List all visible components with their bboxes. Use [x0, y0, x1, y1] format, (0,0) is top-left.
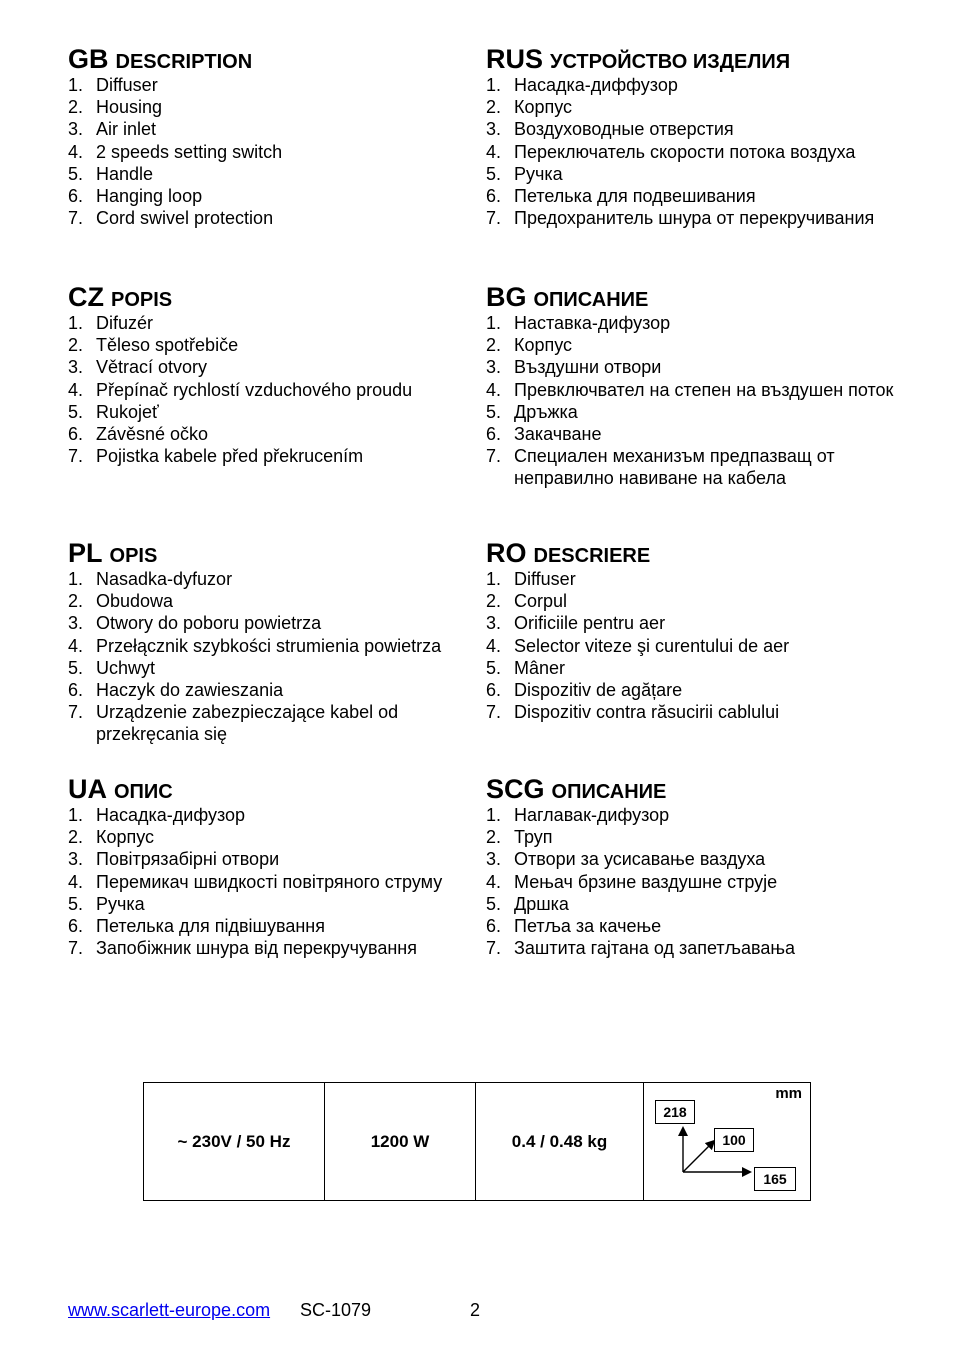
list-item: 1. Наглавак-дифузор	[486, 805, 670, 825]
section-pl	[68, 538, 473, 746]
list-item: 7. Cord swivel protection	[68, 208, 274, 229]
section-ro	[486, 538, 916, 723]
list-item: 3. Отвори за усисавање ваздуха	[486, 849, 766, 870]
section-title: RUS УСТРОЙСТВО ИЗДЕЛИЯ	[486, 44, 791, 74]
section-rus	[486, 44, 916, 229]
list-item: 2. Корпус	[486, 97, 573, 118]
list-item: 3. Air inlet	[68, 119, 157, 140]
list-item: 1. Diffuser	[486, 569, 576, 589]
width-label: 165	[754, 1167, 796, 1191]
list-item: 1. Difuzér	[68, 313, 154, 333]
list-item: 2. Těleso spotřebiče	[68, 335, 239, 356]
section-cz	[68, 282, 473, 467]
list-item: 6. Петља за качење	[486, 916, 662, 937]
dimensions-cell	[644, 1083, 811, 1201]
list-item: 3. Orificiile pentru aer	[486, 613, 666, 634]
section-scg	[486, 774, 916, 959]
section-title: PL OPIS	[68, 538, 158, 568]
section-bg	[486, 282, 916, 490]
list-item: 3. Otwory do poboru powietrza	[68, 613, 322, 634]
list-item: 5. Дръжка	[486, 401, 578, 422]
list-item: 2. Корпус	[486, 335, 573, 356]
list-item: 4. Перемикач швидкості повітряного струму	[68, 871, 443, 892]
list-item: 4. Превключвател на степен на въздушен поток	[486, 379, 894, 400]
parts-list	[68, 568, 473, 746]
page-footer	[68, 1299, 481, 1321]
list-item: 1. Diffuser	[68, 75, 158, 95]
parts-list	[486, 74, 916, 229]
section-title: RO DESCRIERE	[486, 538, 651, 568]
list-item: 2. Housing	[68, 97, 163, 118]
list-item: 3. Větrací otvory	[68, 357, 208, 378]
section-gb	[68, 44, 473, 229]
section-ua	[68, 774, 473, 959]
list-item: 4. Selector viteze şi curentului de aer	[486, 635, 790, 656]
section-title: CZ POPIS	[68, 282, 173, 312]
list-item: 7. Dispozitiv contra răsucirii cablului	[486, 702, 780, 723]
list-item: 7. Специален механизъм предпазващ от неправилно навиване на кабела	[486, 446, 835, 489]
list-item: 1. Наставка-дифузор	[486, 313, 671, 333]
section-title: UA ОПИС	[68, 774, 173, 804]
power-cell: 1200 W	[325, 1083, 476, 1201]
section-title: BG ОПИСАНИЕ	[486, 282, 649, 312]
depth-label: 100	[714, 1128, 754, 1152]
parts-list	[68, 74, 473, 229]
list-item: 3. Повітрязабірні отвори	[68, 849, 280, 870]
list-item: 6. Hanging loop	[68, 186, 203, 207]
list-item: 4. Мењач брзине ваздушне струје	[486, 871, 778, 892]
height-label: 218	[655, 1100, 695, 1124]
list-item: 2. Труп	[486, 827, 553, 848]
list-item: 5. Ручка	[486, 163, 563, 184]
list-item: 4. Přepínač rychlostí vzduchového proudu	[68, 379, 413, 400]
list-item: 6. Závěsné očko	[68, 424, 209, 445]
parts-list	[68, 312, 473, 467]
voltage-cell: ~ 230V / 50 Hz	[144, 1083, 325, 1201]
table-row	[144, 1083, 811, 1201]
list-item: 7. Заштита гајтана од запетљавања	[486, 938, 795, 959]
list-item: 7. Запобіжник шнура від перекручування	[68, 938, 417, 959]
list-item: 5. Mâner	[486, 657, 566, 678]
weight-cell: 0.4 / 0.48 kg	[476, 1083, 644, 1201]
section-title: SCG ОПИСАНИЕ	[486, 774, 667, 804]
section-title: GB DESCRIPTION	[68, 44, 253, 74]
specs-table	[143, 1082, 811, 1201]
list-item: 1. Насадка-дифузор	[68, 805, 246, 825]
list-item: 6. Петелька для подвешивания	[486, 186, 756, 207]
list-item: 2. Корпус	[68, 827, 155, 848]
list-item: 5. Дршка	[486, 893, 569, 914]
parts-list	[486, 804, 916, 959]
list-item: 5. Rukojeť	[68, 401, 159, 422]
list-item: 5. Uchwyt	[68, 657, 156, 678]
list-item: 2. Obudowa	[68, 591, 174, 612]
list-item: 6. Закачване	[486, 424, 602, 445]
list-item: 2. Corpul	[486, 591, 568, 612]
parts-list	[68, 804, 473, 959]
list-item: 7. Предохранитель шнура от перекручивания	[486, 208, 875, 229]
website-link[interactable]: www.scarlett-europe.com	[68, 1300, 271, 1320]
page-number: 2	[470, 1300, 481, 1320]
list-item: 6. Haczyk do zawieszania	[68, 680, 284, 701]
list-item: 1. Nasadka-dyfuzor	[68, 569, 233, 589]
list-item: 1. Насадка-диффузор	[486, 75, 678, 95]
model-number: SC-1079	[300, 1300, 372, 1320]
parts-list	[486, 568, 916, 723]
list-item: 4. Przełącznik szybkości strumienia powietrza	[68, 635, 442, 656]
list-item: 6. Петелька для підвішування	[68, 916, 325, 937]
list-item: 7. Pojistka kabele před překrucením	[68, 446, 364, 467]
dimension-unit: mm	[775, 1085, 802, 1102]
parts-list	[486, 312, 916, 490]
list-item: 4. Переключатель скорости потока воздуха	[486, 141, 856, 162]
list-item: 4. 2 speeds setting switch	[68, 141, 283, 162]
list-item: 5. Ручка	[68, 893, 145, 914]
list-item: 3. Воздуховодные отверстия	[486, 119, 734, 140]
list-item: 6. Dispozitiv de agățare	[486, 680, 683, 701]
list-item: 3. Въздушни отвори	[486, 357, 662, 378]
list-item: 5. Handle	[68, 163, 154, 184]
list-item: 7. Urządzenie zabezpieczające kabel od przekręcania się	[68, 702, 399, 745]
